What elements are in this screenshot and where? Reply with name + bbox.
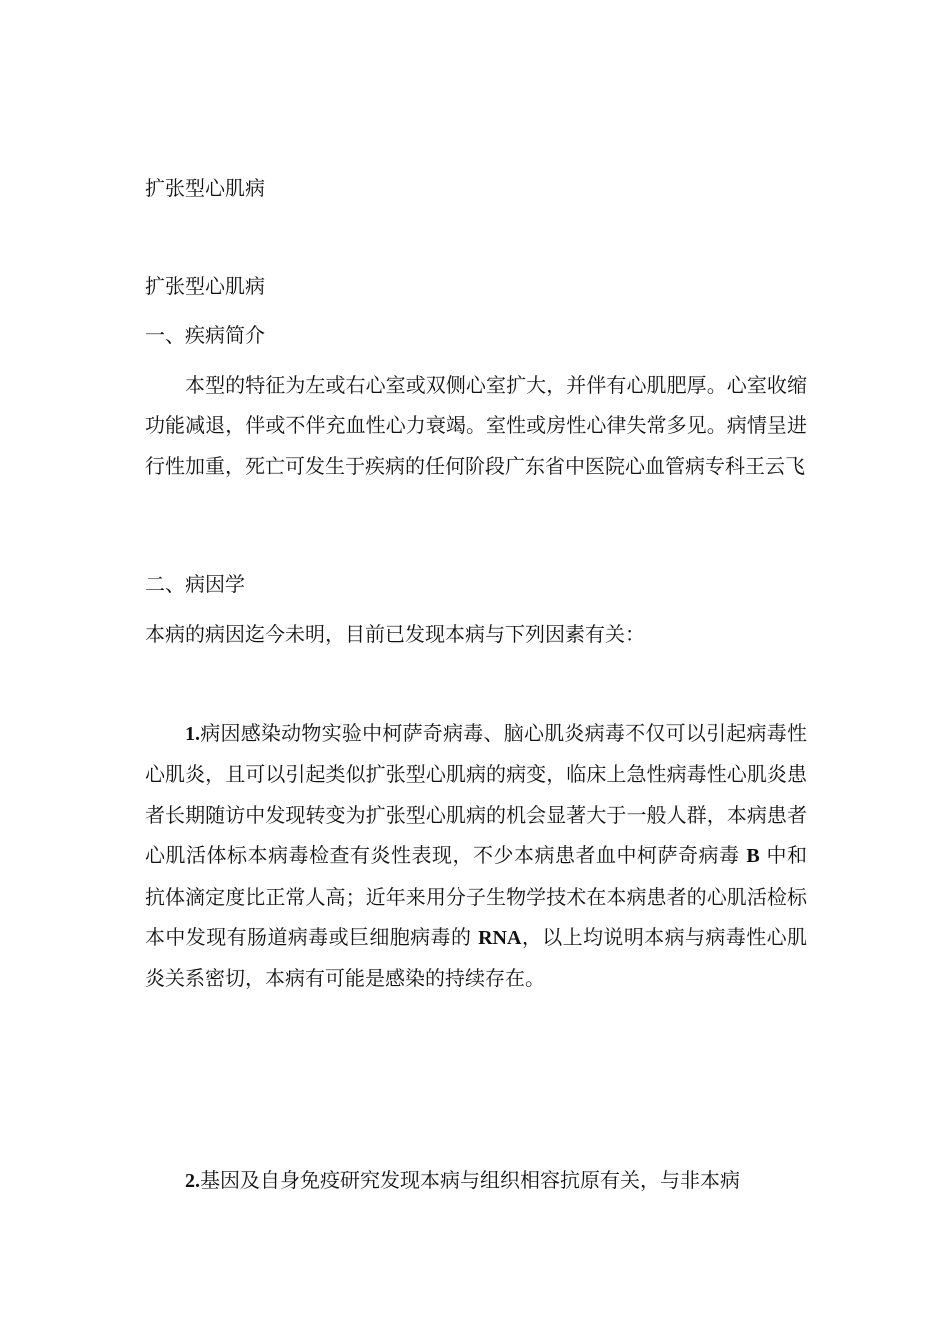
item-1-bold-b: B — [746, 845, 760, 868]
item-1-text-c: ，以上均说明本病与病毒性心肌炎关系密切，本病有可能是感染的持续存在。 — [145, 925, 808, 991]
paragraph-etiology-lead: 本病的病因迄今未明，目前已发现本病与下列因素有关： — [145, 622, 645, 646]
paragraph-item-2 — [145, 1160, 807, 1201]
document-title: 扩张型心肌病 — [145, 176, 265, 200]
heading-etiology: 二、病因学 — [145, 572, 245, 596]
item-1-text-a: 病因感染动物实验中柯萨奇病毒、脑心肌炎病毒不仅可以引起病毒性心肌炎，且可以引起类似扩张型心肌病的病变，临床上急性病毒性心肌炎患者长期随访中发现转变为扩张型心肌病的机会显著大于一般人群，本病患者心肌活体标本病毒检查有炎性表现，不少本病患者血中柯萨奇病毒 — [145, 721, 807, 868]
item-2-text: 基因及自身免疫研究发现本病与组织相容抗原有关，与非本病 — [200, 1168, 740, 1192]
item-1-number: 1. — [185, 723, 200, 745]
heading-intro: 一、疾病简介 — [145, 323, 265, 347]
section-title: 扩张型心肌病 — [145, 274, 265, 298]
item-1-bold-rna: RNA — [478, 927, 522, 950]
paragraph-intro: 本型的特征为左或右心室或双侧心室扩大，并伴有心肌肥厚。心室收缩功能减退，伴或不伴充血性心力衰竭。室性或房性心律失常多见。病情呈进行性加重，死亡可发生于疾病的任何阶段广东省中医院心血管病专科王云飞 — [145, 373, 807, 478]
item-1-text-b: 中和抗体滴定度比正常人高；近年来用分子生物学技术在本病患者的心肌活检标本中发现有肠道病毒或巨细胞病毒的 — [145, 843, 808, 950]
paragraph-item-1 — [145, 713, 807, 999]
item-2-number: 2. — [185, 1170, 200, 1192]
